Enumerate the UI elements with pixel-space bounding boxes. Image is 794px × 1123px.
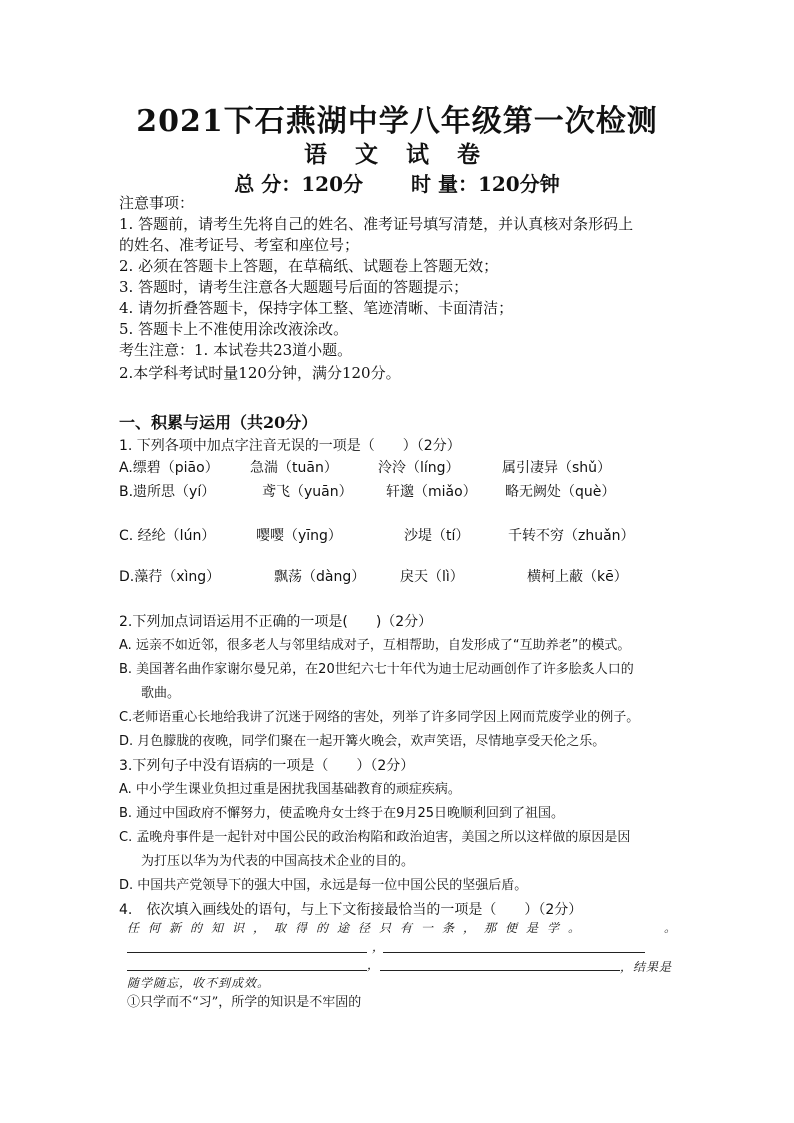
blank-line-2[interactable] [383, 952, 645, 953]
q1-option-d3: 戾天（lì） [400, 569, 464, 585]
student-note-2: 2.本学科考试时量120分钟，满分120分。 [119, 364, 401, 382]
q1-option-b3: 轩邈（miǎo） [386, 484, 477, 500]
exam-subtitle: 语 文 试 卷 [303, 141, 491, 168]
note-item-2: 2. 必须在答题卡上答题，在草稿纸、试题卷上答题无效； [119, 257, 499, 275]
q4-choice-1: ①只学而不“习”，所学的知识是不牢固的 [127, 995, 362, 1010]
time-limit: 时 量：120分钟 [411, 172, 560, 196]
q2-stem: 2.下列加点词语运用不正确的一项是( )（2分） [119, 614, 433, 630]
q1-option-a4: 属引凄异（shǔ） [502, 460, 612, 476]
q1-option-a1: A.缥碧（piāo） [119, 460, 219, 476]
q1-option-b2: 鸢飞（yuān） [262, 484, 353, 500]
q4-passage-line-1: 任何新的知识，取得的途径只有一条，那便是学。 [127, 921, 590, 935]
q3-option-a: A. 中小学生课业负担过重是困扰我国基础教育的顽症疾病。 [119, 782, 461, 797]
q4-stem: 4. 依次填入画线处的语句，与上下文衔接最恰当的一项是（ ）（2分） [119, 902, 583, 918]
student-note-1: 考生注意：1. 本试卷共23道小题。 [119, 341, 353, 359]
q3-option-c: C. 孟晚舟事件是一起针对中国公民的政治构陷和政治迫害，美国之所以这样做的原因是因 [119, 830, 631, 845]
q1-option-a2: 急湍（tuān） [250, 460, 338, 476]
q1-option-b4: 略无阙处（què） [505, 484, 616, 500]
q3-option-c-cont: 为打压以华为为代表的中国高技术企业的目的。 [141, 854, 415, 869]
q4-comma-1: ， [372, 940, 386, 954]
note-item-1-cont: 的姓名、准考证号、考室和座位号； [119, 236, 360, 254]
q4-comma-2: ， [367, 958, 381, 972]
q1-option-c4: 千转不穷（zhuǎn） [508, 528, 635, 544]
note-item-3: 3. 答题时，请考生注意各大题题号后面的答题提示； [119, 278, 469, 296]
note-item-4: 4. 请勿折叠答题卡，保持字体工整、笔迹清晰、卡面清洁； [119, 299, 514, 317]
q3-option-d: D. 中国共产党领导下的强大中国，永远是每一位中国公民的坚强后盾。 [119, 878, 528, 893]
q2-option-b-cont: 歌曲。 [141, 686, 181, 701]
note-item-1: 1. 答题前，请考生先将自己的姓名、准考证号填写清楚，并认真核对条形码上 [119, 215, 634, 233]
q1-option-c1: C. 经纶（lún） [119, 528, 216, 544]
q4-passage-line-3: 随学随忘，收不到成效。 [127, 976, 271, 990]
q1-stem: 1. 下列各项中加点字注音无误的一项是（ ）（2分） [119, 438, 461, 454]
q2-option-a: A. 远亲不如近邻，很多老人与邻里结成对子，互相帮助，自发形成了“互助养老”的模式。 [119, 638, 631, 653]
blank-line-4[interactable] [380, 970, 620, 971]
q2-option-b: B. 美国著名曲作家谢尔曼兄弟，在20世纪六七十年代为迪士尼动画创作了许多脍炙人口的 [119, 662, 634, 677]
q1-option-d4: 横柯上蔽（kē） [527, 569, 628, 585]
blank-line-1[interactable] [127, 952, 367, 953]
q1-option-d2: 飘荡（dàng） [274, 569, 366, 585]
q1-option-a3: 泠泠（líng） [378, 460, 460, 476]
q4-result-text: ，结果是 [620, 960, 673, 974]
section-heading: 一、积累与运用（共20分） [119, 413, 318, 432]
q4-passage-dot-mark: 。 [664, 921, 678, 935]
q1-option-b1: B.遗所思（yí） [119, 484, 216, 500]
q2-option-d: D. 月色朦胧的夜晚，同学们聚在一起开篝火晚会，欢声笑语，尽情地享受天伦之乐。 [119, 734, 606, 749]
q1-option-c3: 沙堤（tí） [404, 528, 470, 544]
q2-option-c: C.老师语重心长地给我讲了沉迷于网络的害处，列举了许多同学因上网而荒废学业的例子。 [119, 710, 640, 725]
q3-stem: 3.下列句子中没有语病的一项是（ ）（2分） [119, 758, 415, 774]
exam-title: 2021下石燕湖中学八年级第一次检测 [136, 104, 658, 139]
q1-option-d1: D.藻荇（xìng） [119, 569, 221, 585]
blank-line-3[interactable] [127, 970, 367, 971]
q1-option-c2: 嘤嘤（yīng） [256, 528, 342, 544]
notes-heading: 注意事项： [119, 194, 195, 212]
note-item-5: 5. 答题卡上不准使用涂改液涂改。 [119, 320, 349, 338]
total-score: 总 分：120分 [234, 172, 363, 196]
q3-option-b: B. 通过中国政府不懈努力，使孟晚舟女士终于在9月25日晚顺利回到了祖国。 [119, 806, 564, 821]
